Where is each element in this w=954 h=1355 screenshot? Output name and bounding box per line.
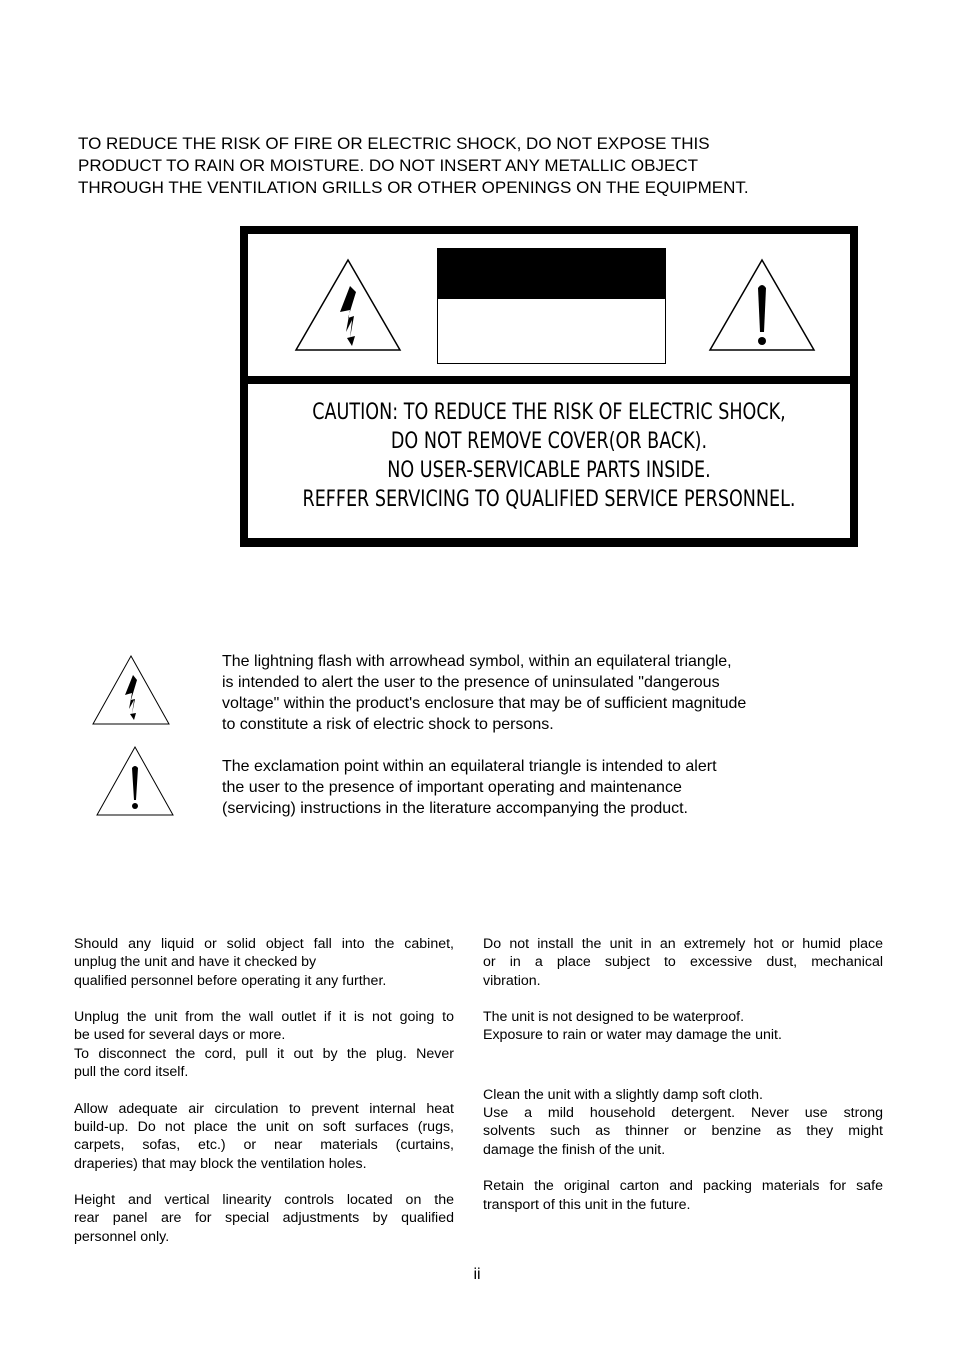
description-line: voltage" within the product's enclosure that may be of sufficient magnitude <box>222 695 747 712</box>
precaution-paragraph <box>483 1008 883 1045</box>
caution-text-panel <box>248 384 850 538</box>
paragraph-line: To disconnect the cord, pull it out by the plug. Never <box>74 1045 454 1062</box>
description-line: the user to the presence of important operating and maintenance <box>222 779 682 796</box>
paragraph-line: Allow adequate air circulation to prevent internal heat <box>74 1100 454 1117</box>
warning-line: THROUGH THE VENTILATION GRILLS OR OTHER OPENINGS ON THE EQUIPMENT. <box>78 178 749 197</box>
precautions-left-column <box>74 935 454 1264</box>
caution-line: CAUTION: TO REDUCE THE RISK OF ELECTRIC SHOCK, <box>312 399 786 425</box>
paragraph-line: Should any liquid or solid object fall into the cabinet, <box>74 936 454 952</box>
fire-shock-warning <box>78 133 878 199</box>
paragraph-line: damage the finish of the unit. <box>483 1141 666 1158</box>
precautions-right-column <box>483 935 883 1232</box>
precaution-paragraph <box>483 935 883 990</box>
lightning-symbol-description <box>222 651 842 735</box>
warning-line: TO REDUCE THE RISK OF FIRE OR ELECTRIC SHOCK, DO NOT EXPOSE THIS <box>78 134 710 153</box>
description-line: The lightning flash with arrowhead symbol, within an equilateral triangle, <box>222 653 732 670</box>
lightning-symbol-icon <box>90 653 172 727</box>
paragraph-line: Height and vertical linearity controls located on the <box>74 1192 454 1209</box>
paragraph-line: or in a place subject to excessive dust, mechanical <box>483 954 883 971</box>
caution-symbols-panel <box>248 234 850 376</box>
page-number: ii <box>473 1266 481 1283</box>
paragraph-line: pull the cord itself. <box>74 1064 189 1081</box>
paragraph-line: carpets, sofas, etc.) or near materials (curtains, <box>74 1137 454 1154</box>
caution-message <box>302 384 796 514</box>
paragraph-line: build-up. Do not place the unit on soft surfaces (rugs, <box>74 1118 454 1135</box>
precaution-paragraph <box>483 1086 883 1159</box>
paragraph-line: Clean the unit with a slightly damp soft cloth. <box>483 1086 763 1103</box>
lightning-warning-icon <box>292 256 404 354</box>
paragraph-line: The unit is not designed to be waterproof. <box>483 1009 745 1026</box>
paragraph-line: Unplug the unit from the wall outlet if it is not going to <box>74 1009 454 1026</box>
paragraph-line: Retain the original carton and packing materials for safe <box>483 1178 883 1195</box>
caution-line: NO USER-SERVICABLE PARTS INSIDE. <box>387 457 711 483</box>
caution-line: DO NOT REMOVE COVER(OR BACK). <box>390 428 708 454</box>
paragraph-line: rear panel are for special adjustments by qualified <box>74 1210 454 1227</box>
precaution-paragraph <box>74 1100 454 1173</box>
paragraph-line: Do not install the unit in an extremely hot or humid place <box>483 936 883 952</box>
paragraph-line: be used for several days or more. <box>74 1027 286 1044</box>
paragraph-line: vibration. <box>483 972 541 989</box>
caution-label-header <box>438 249 665 299</box>
exclamation-symbol-icon <box>94 744 176 818</box>
paragraph-line: transport of this unit in the future. <box>483 1196 691 1213</box>
exclamation-warning-icon <box>706 256 818 354</box>
precaution-paragraph <box>483 1177 883 1214</box>
paragraph-line: personnel only. <box>74 1228 170 1245</box>
paragraph-line: Exposure to rain or water may damage the unit. <box>483 1027 782 1044</box>
description-line: is intended to alert the user to the presence of uninsulated "dangerous <box>222 674 720 691</box>
precaution-paragraph <box>74 1191 454 1246</box>
description-line: (servicing) instructions in the literature accompanying the product. <box>222 800 688 817</box>
description-line: to constitute a risk of electric shock to persons. <box>222 716 554 733</box>
precaution-paragraph <box>74 1008 454 1081</box>
description-line: The exclamation point within an equilateral triangle is intended to alert <box>222 758 717 775</box>
paragraph-line: solvents such as thinner or benzine as they might <box>483 1123 883 1140</box>
warning-line: PRODUCT TO RAIN OR MOISTURE. DO NOT INSERT ANY METALLIC OBJECT <box>78 156 698 175</box>
caution-label-block <box>437 248 666 364</box>
precaution-paragraph <box>74 935 454 990</box>
paragraph-line: Use a mild household detergent. Never use strong <box>483 1105 883 1122</box>
exclamation-symbol-description <box>222 756 842 819</box>
paragraph-line: unplug the unit and have it checked by <box>74 954 317 971</box>
paragraph-line: draperies) that may block the ventilation holes. <box>74 1155 367 1172</box>
caution-box <box>240 226 858 547</box>
paragraph-line: qualified personnel before operating it any further. <box>74 972 387 989</box>
caution-line: REFFER SERVICING TO QUALIFIED SERVICE PERSONNEL. <box>302 486 796 512</box>
